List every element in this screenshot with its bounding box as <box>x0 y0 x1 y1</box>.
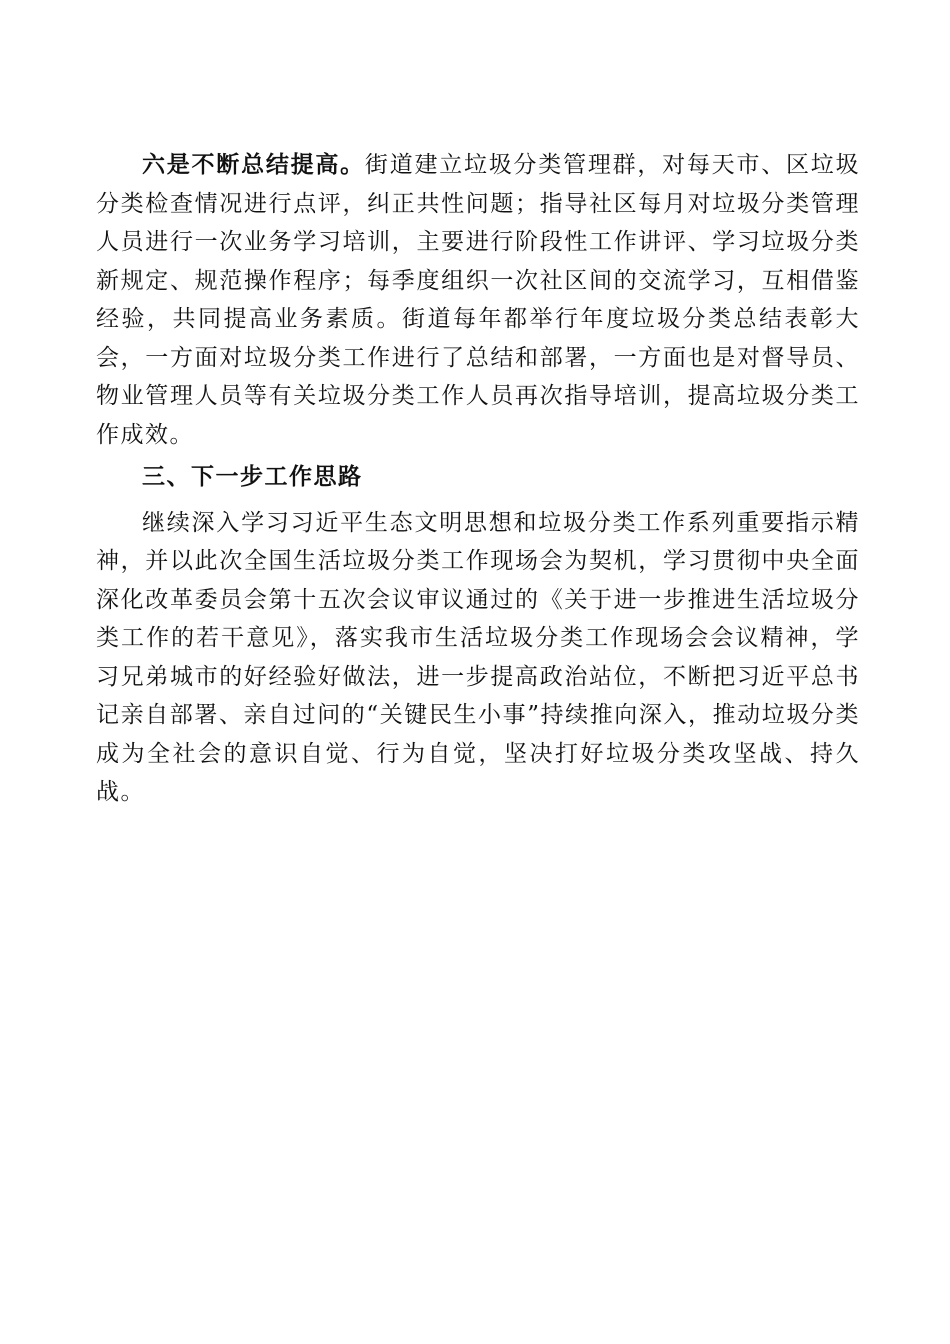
section-heading-next-steps: 三、下一步工作思路 <box>142 463 363 490</box>
paragraph-summary-improvement <box>96 146 860 454</box>
paragraph-body-text: 街道建立垃圾分类管理群，对每天市、区垃圾分类检查情况进行点评，纠正共性问题；指导社区每月对垃圾分类管理人员进行一次业务学习培训，主要进行阶段性工作讲评、学习垃圾分类新规定、规范操作程序；每季度组织一次社区间的交流学习，互相借鉴经验，共同提高业务素质。街道每年都举行年度垃圾分类总结表彰大会，一方面对垃圾分类工作进行了总结和部署，一方面也是对督导员、物业管理人员等有关垃圾分类工作人员再次指导培训，提高垃圾分类工作成效。 <box>96 152 861 448</box>
document-page <box>96 146 860 812</box>
paragraph-next-steps: 继续深入学习习近平生态文明思想和垃圾分类工作系列重要指示精神，并以此次全国生活垃圾分类工作现场会为契机，学习贯彻中央全面深化改革委员会第十五次会议审议通过的《关于进一步推进生活垃圾分类工作的若干意见》，落实我市生活垃圾分类工作现场会会议精神，学习兄弟城市的好经验好做法，进一步提高政治站位，不断把习近平总书记亲自部署、亲自过问的“关键民生小事”持续推向深入，推动垃圾分类成为全社会的意识自觉、行为自觉，坚决打好垃圾分类攻坚战、持久战。 <box>96 509 860 805</box>
paragraph-lead-text: 六是不断总结提高。 <box>142 151 365 178</box>
